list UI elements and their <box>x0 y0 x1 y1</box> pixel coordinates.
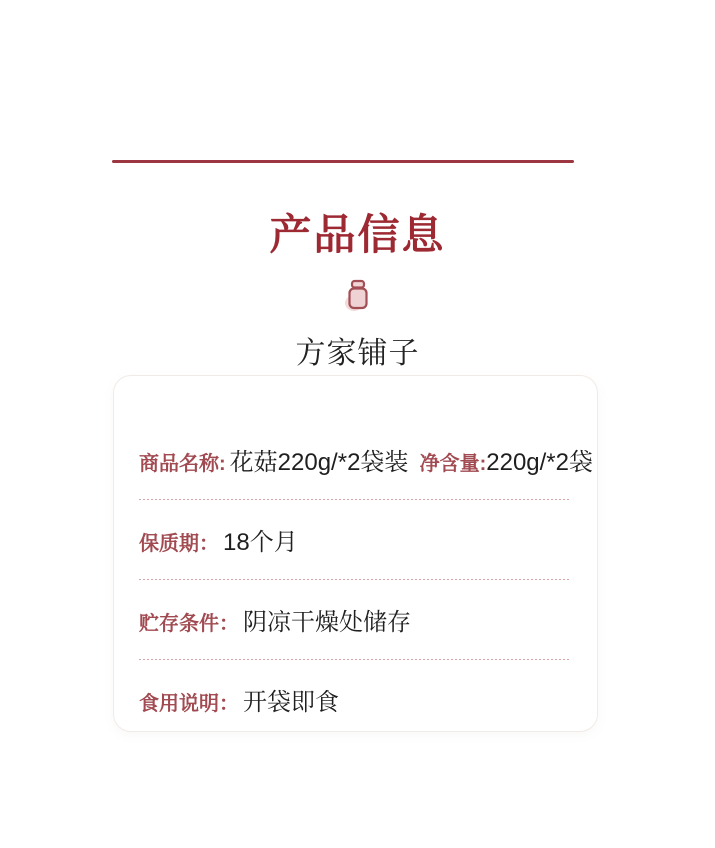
net-weight-label: 净含量: <box>419 453 487 475</box>
usage-label: 食用说明： <box>139 693 239 715</box>
jar-icon <box>0 279 715 311</box>
row-usage <box>139 660 593 732</box>
usage-value: 开袋即食 <box>243 689 339 716</box>
shelf-life-value: 18个月 <box>223 529 298 556</box>
storage-value: 阴凉干燥处储存 <box>243 609 411 636</box>
shelf-life-label: 保质期： <box>139 533 219 555</box>
row-shelf-life <box>139 500 593 579</box>
row-product-name <box>139 420 593 499</box>
section-title: 产品信息 <box>269 211 446 258</box>
product-info-card <box>113 375 598 732</box>
net-weight-value: 220g/*2袋 <box>486 449 593 476</box>
row-storage <box>139 580 593 659</box>
brand-name: 方家铺子 <box>295 337 420 370</box>
product-name-value: 花菇220g/*2袋装 <box>229 449 409 476</box>
section-divider-line <box>112 160 574 163</box>
product-name-label: 商品名称: <box>139 453 226 475</box>
storage-label: 贮存条件： <box>139 613 239 635</box>
